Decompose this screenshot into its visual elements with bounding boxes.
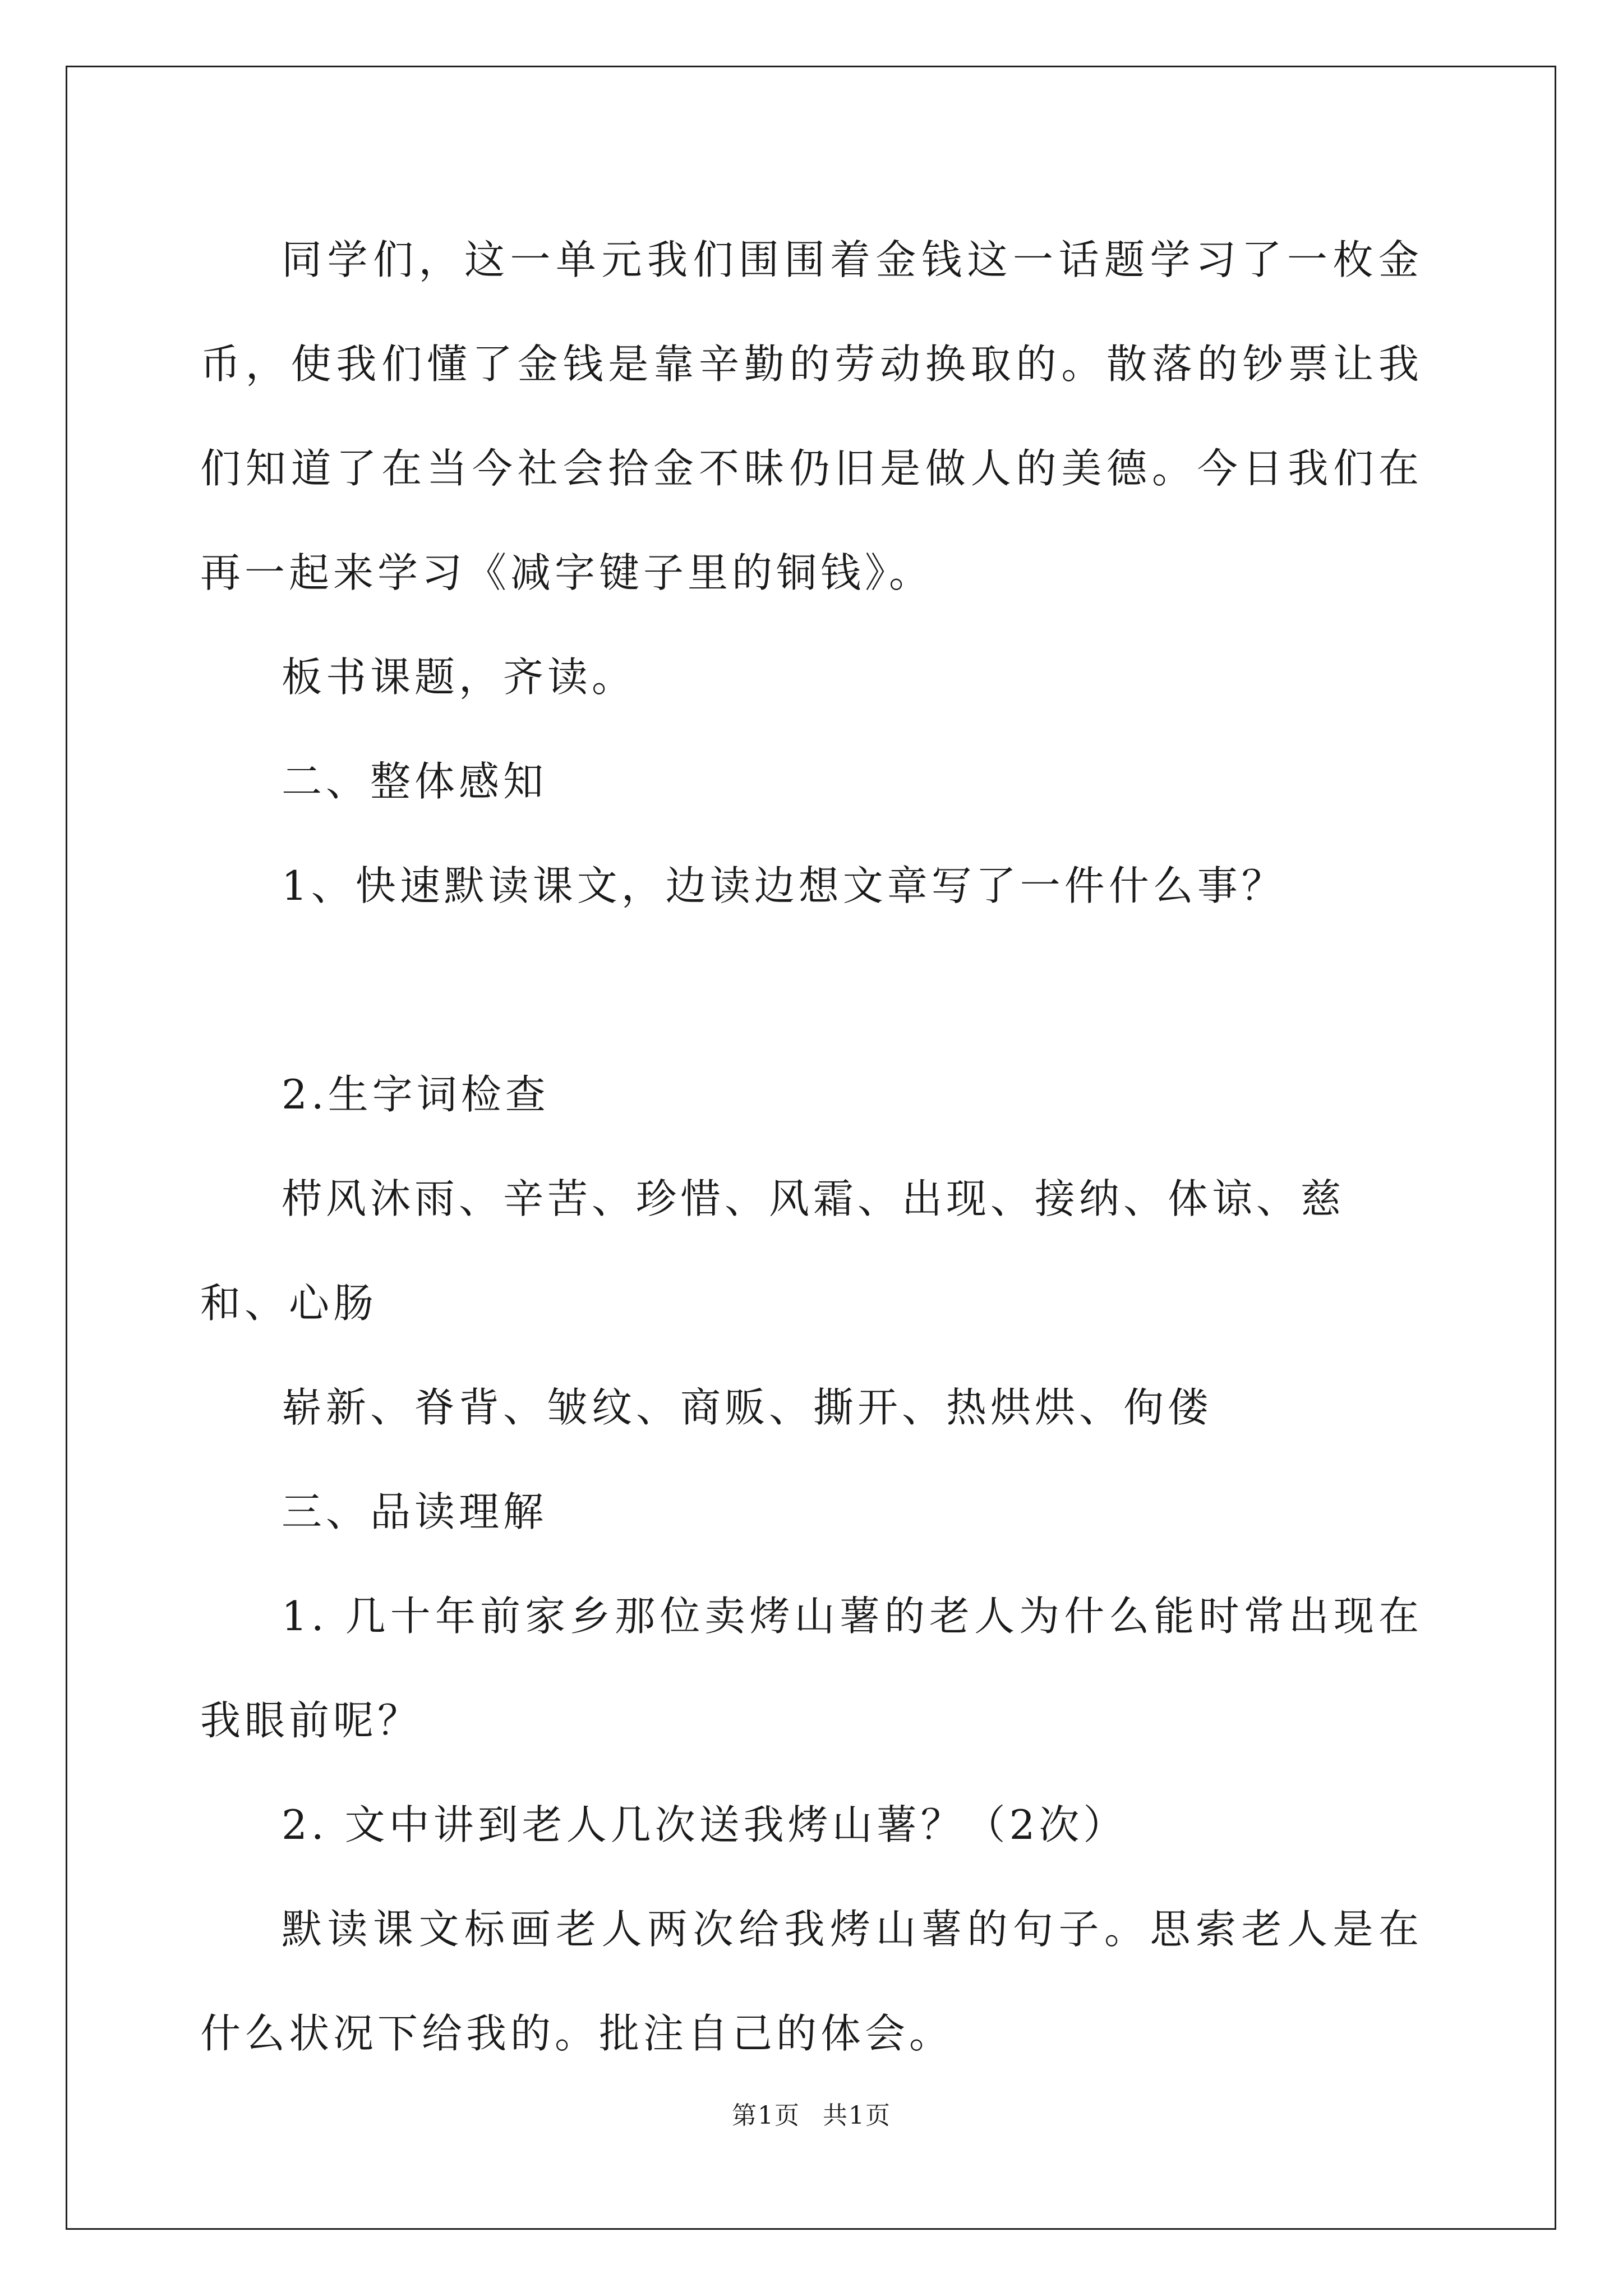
page-number: 第1页 bbox=[732, 2101, 800, 2130]
section-heading-3: 三、品读理解 bbox=[282, 1488, 548, 1535]
section-heading-2: 二、整体感知 bbox=[282, 758, 548, 805]
document-body bbox=[200, 208, 1423, 2086]
vocabulary-line-1: 栉风沐雨、辛苦、珍惜、风霜、出现、接纳、体谅、慈和、心肠 bbox=[200, 1175, 1345, 1327]
question-2: 2. 文中讲到老人几次送我烤山薯？（2次） bbox=[282, 1801, 1128, 1848]
list-item-2: 2.生字词检查 bbox=[282, 1071, 550, 1118]
blank-line bbox=[200, 938, 1423, 1042]
reading-task: 默读课文标画老人两次给我烤山薯的句子。思索老人是在什么状况下给我的。批注自己的体会。 bbox=[200, 1906, 1423, 2057]
vocabulary-line-2: 崭新、脊背、皱纹、商贩、撕开、热烘烘、佝偻 bbox=[282, 1384, 1212, 1431]
page-footer bbox=[0, 2099, 1623, 2133]
question-1: 1. 几十年前家乡那位卖烤山薯的老人为什么能时常出现在我眼前呢？ bbox=[200, 1593, 1423, 1744]
page-total: 共1页 bbox=[823, 2101, 891, 2130]
paragraph-intro: 同学们，这一单元我们围围着金钱这一话题学习了一枚金币，使我们懂了金钱是靠辛勤的劳动换取的。散落的钞票让我们知道了在当今社会拾金不昧仍旧是做人的美德。今日我们在再一起来学习《减字键子里的铜钱》。 bbox=[200, 236, 1423, 596]
paragraph-board: 板书课题，齐读。 bbox=[282, 654, 637, 701]
list-item-1: 1、快速默读课文，边读边想文章写了一件什么事？ bbox=[282, 862, 1286, 909]
